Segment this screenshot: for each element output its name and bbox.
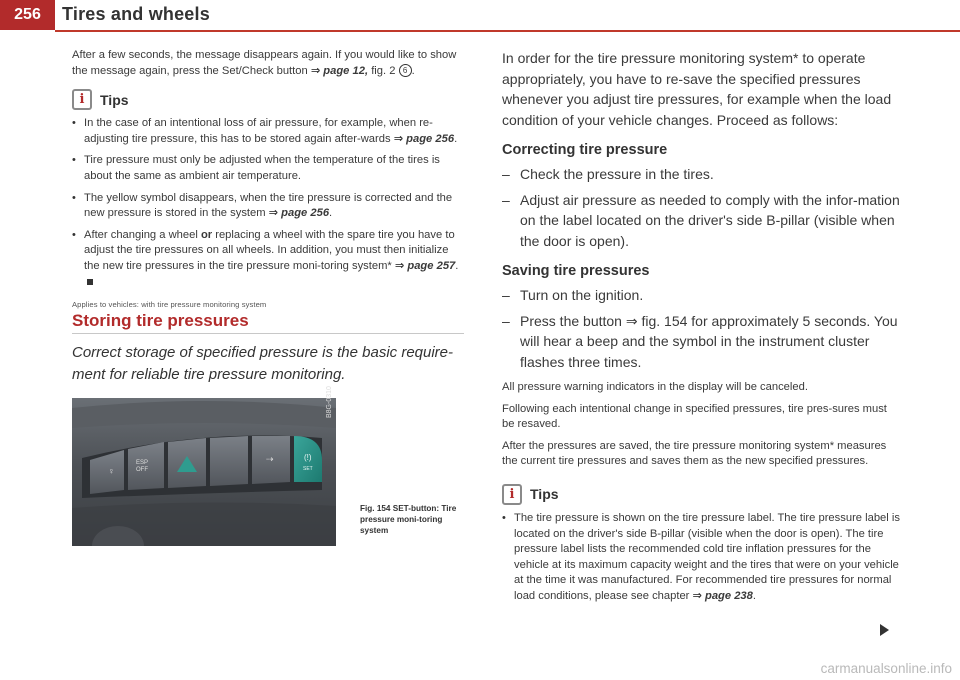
chapter-title: Tires and wheels (62, 4, 210, 24)
left-column (72, 48, 464, 548)
header-divider (55, 30, 960, 32)
step-item: – Check the pressure in the tires. (502, 164, 900, 185)
tip-text: The tire pressure is shown on the tire pressure label. The tire pressure label is located on the driver's side B-pillar (visible when the door is open). The tire pressure label lists the recommended cold tire inflation pressures for the vehicle at its maximum capacity weight and the tires that were on your vehicle at the time it was manufactured. For recommended tire pressures for normal load conditions, please see chapter (514, 511, 900, 602)
bullet-icon: • (72, 228, 76, 241)
figure-caption: Fig. 154 SET-button: Tire pressure moni-toring system (360, 504, 457, 536)
watermark: carmanualsonline.info (820, 661, 952, 676)
note-paragraph: Following each intentional change in specified pressures, tire pres-sures must be resaved. (502, 402, 887, 431)
bullet-icon: • (72, 154, 76, 167)
seat-icon: ⇢ (266, 454, 274, 465)
tips-header (72, 89, 464, 110)
btn-esp-line1: ESP (136, 460, 149, 467)
tire-icon: (!) (304, 453, 312, 463)
info-icon: i (72, 89, 92, 110)
end-of-section-icon (87, 279, 93, 285)
bullet-icon: • (502, 511, 506, 524)
page-ref-link[interactable]: ⇒ page 256 (268, 207, 330, 220)
tip-item (72, 153, 464, 184)
figure-code: B8G-0310 (326, 386, 333, 419)
step-text: Press the button (520, 312, 626, 329)
step-item: – Turn on the ignition. (502, 285, 900, 306)
right-column (502, 48, 900, 611)
tips-label: Tips (100, 91, 129, 108)
right-intro-paragraph: In order for the tire pressure monitoring system* to operate appropriately, you have to re-save the specified pressures whenever you adjust tire pressures, for example when the load condition of your vehicle changes. Proceed as follows: (502, 50, 892, 128)
note-paragraph: After the pressures are saved, the tire pressure monitoring system* measures the current tire pressures and saves them as the new specified pressures. (502, 439, 887, 468)
tip-item: • The tire pressure is shown on the tire pressure label. The tire pressure label is located on the driver's side B-pillar (visible when the door is open). The tire pressure label lists the recommended cold tire inflation pressures for the vehicle at its maximum capacity weight and the tires that were on your vehicle at the time it was manufactured. For recommended tire pressures for normal load conditions, please see chapter ⇒ page 238. (502, 511, 900, 605)
tip-item: • After changing a wheel or replacing a wheel with the spare tire you have to adjust the tire pressures on all wheels. In addition, you must then initialize the new tire pressures in the tire pressure moni-toring system* ⇒ page 257. (72, 228, 464, 290)
step-item: – Adjust air pressure as needed to comply with the infor-mation on the label located on the driver's side B-pillar (visible when the door is open). (502, 190, 900, 252)
page-ref-link[interactable]: ⇒ page 12, (310, 64, 369, 77)
section-lead: Correct storage of specified pressure is the basic require-ment for reliable tire pressure monitoring. (72, 344, 454, 384)
btn-esp-line2: OFF (136, 467, 148, 474)
page-ref-link[interactable]: ⇒ page 256 (393, 132, 455, 145)
tips-header (502, 484, 900, 505)
tip-text: Tire pressure must only be adjusted when the temperature of the tires is about the same as ambient air temperature. (84, 154, 440, 182)
step-item: – Press the button ⇒ fig. 154 for approximately 5 seconds. You will hear a beep and the symbol in the instrument cluster flashes three times. (502, 312, 898, 370)
btn-set-label: SET (303, 466, 313, 473)
left-intro-paragraph: After a few seconds, the message disappears again. If you would like to show the message again, press the Set/Check button ⇒ page 12, fig. 2 6 . (72, 49, 457, 77)
emphasis: or (200, 228, 213, 241)
tip-text: The yellow symbol disappears, when the tire pressure is corrected and the new pressure is stored in the system (84, 191, 453, 220)
note-paragraph: All pressure warning indicators in the display will be canceled. (502, 381, 808, 393)
fig-ref[interactable]: fig. 2 (371, 64, 396, 77)
step-text: Turn on the ignition. (520, 287, 644, 303)
applies-to-note: Applies to vehicles: with tire pressure monitoring system (72, 300, 267, 310)
callout-number: 6 (399, 64, 412, 77)
console-illustration (72, 398, 336, 546)
step-text: Check the pressure in the tires. (520, 166, 714, 182)
step-text: Adjust air pressure as needed to comply with the infor-mation on the label located on the driver's side B-pillar (visible when the door is open). (520, 191, 900, 249)
set-button-photo (72, 398, 336, 546)
section-divider (72, 333, 464, 334)
subheading-saving: Saving tire pressures (502, 263, 650, 279)
tip-item: • In the case of an intentional loss of air pressure, for example, when re-adjusting tire pressure, this has to be stored again after-wards ⇒ page 256. (72, 116, 464, 147)
page-ref-link[interactable]: ⇒ page 238 (692, 589, 753, 602)
figure-154 (72, 386, 464, 548)
bullet-icon: • (72, 117, 76, 130)
bullet-icon: • (72, 191, 76, 204)
continue-arrow-icon (880, 624, 889, 636)
fig-ref-link[interactable]: ⇒ fig. 154 (625, 312, 688, 329)
tip-item: • The yellow symbol disappears, when the tire pressure is corrected and the new pressure is stored in the system ⇒ page 256. (72, 191, 464, 222)
tips-label: Tips (530, 486, 559, 503)
subheading-correcting: Correcting tire pressure (502, 142, 668, 158)
bulb-icon: ♀ (108, 466, 115, 477)
tip-text: In the case of an intentional loss of air pressure, for example, when re-adjusting tire pressure, this has to be stored again after-wards (84, 117, 433, 145)
page-ref-link[interactable]: ⇒ page 257 (394, 259, 456, 272)
page-number: 256 (0, 0, 55, 30)
info-icon: i (502, 484, 522, 505)
section-title: Storing tire pressures (72, 311, 249, 331)
left-intro-text: After a few seconds, the message disappears again. If you would like to show the message again, press the Set/Check button (72, 49, 457, 77)
